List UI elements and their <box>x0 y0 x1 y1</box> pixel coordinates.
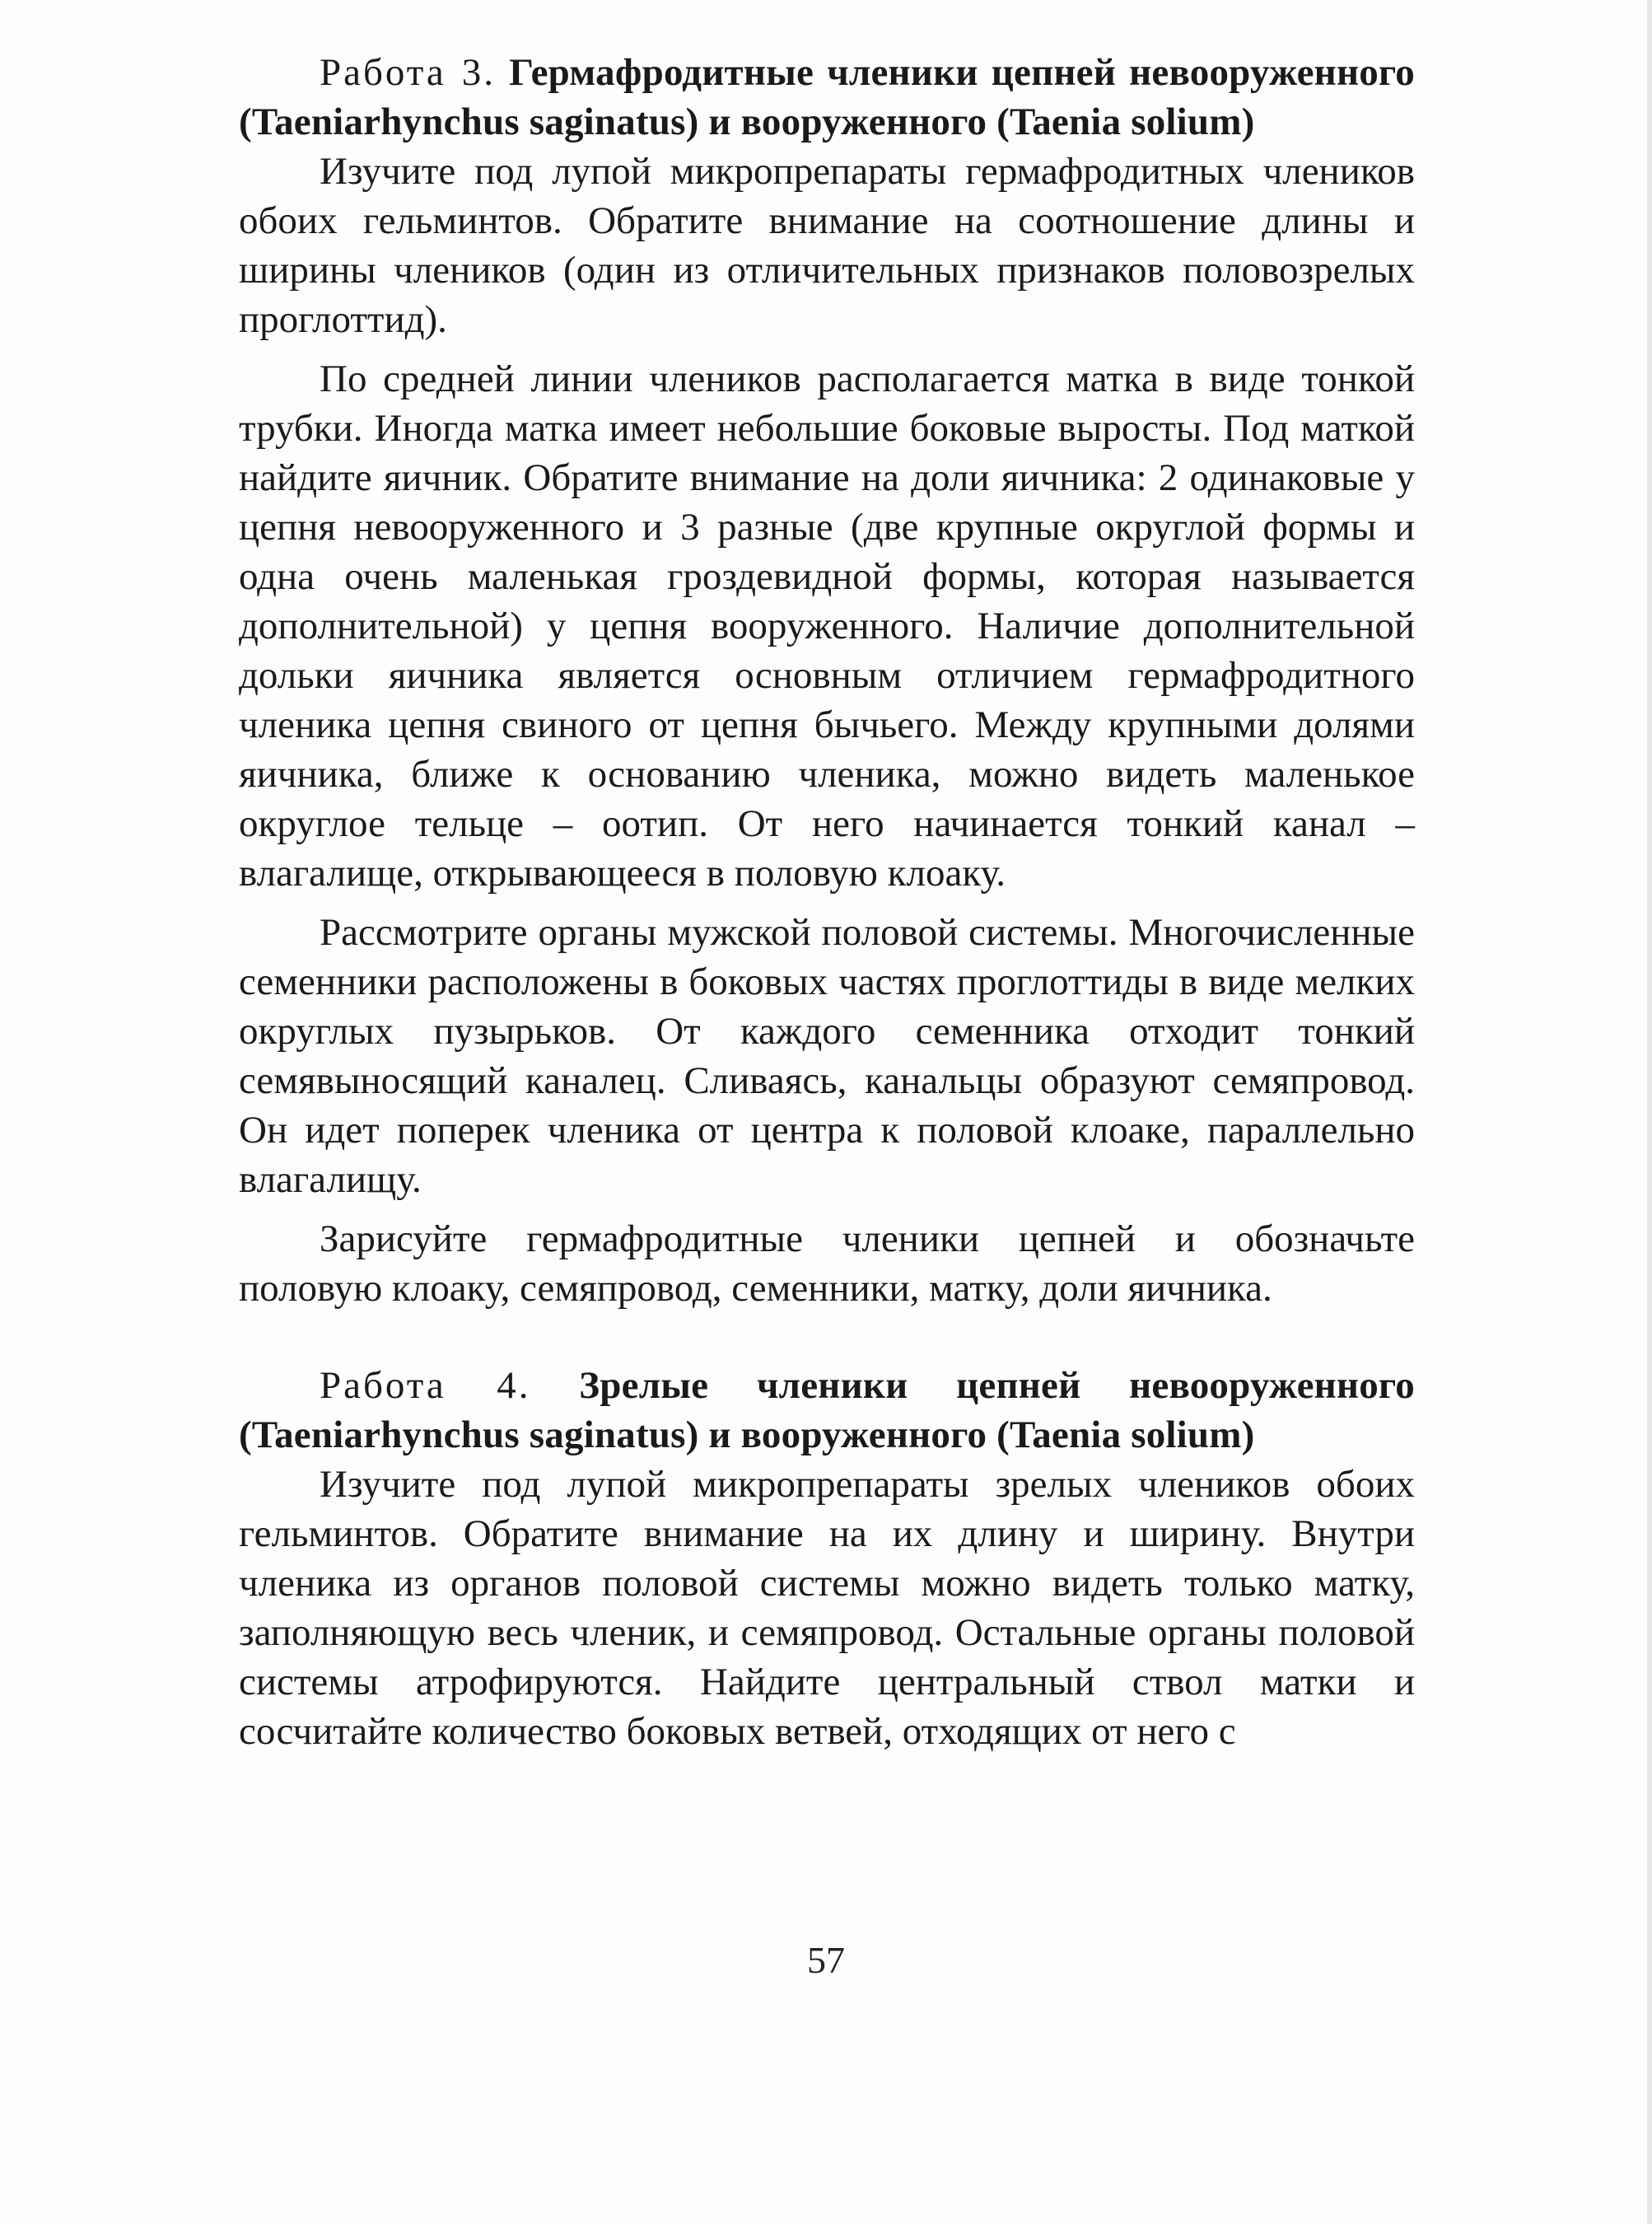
section-3-paragraph-3: Рассмотрите органы мужской половой системы. Многочисленные семенники расположены в боковых частях проглоттиды в виде мелких округлых пузырьков. От каждого семенника отходит тонкий семявыносящий каналец. Сливаясь, канальцы образуют семяпровод. Он идет поперек членика от центра к половой клоаке, параллельно влагалищу. <box>239 911 1415 1201</box>
section-4-paragraph-1: Изучите под лупой микропрепараты зрелых члеников обоих гельминтов. Обратите внимание на их длину и ширину. Внутри членика из органов половой системы можно видеть только матку, заполняющую весь членик, и семяпровод. Остальные органы половой системы атрофируются. Найдите центральный ствол матки и сосчитайте количество боковых ветвей, отходящих от него с <box>239 1463 1415 1753</box>
page-edge <box>1647 0 1652 2224</box>
section-4-title: Зрелые членики цепней невооруженного (Taeniarhynchus saginatus) и вооруженного (Taenia solium) <box>239 1364 1415 1456</box>
section-3-paragraph-4: Зарисуйте гермафродитные членики цепней и обозначьте половую клоаку, семяпровод, семенники, матку, доли яичника. <box>239 1217 1415 1310</box>
section-3-paragraph-2: По средней линии члеников располагается матка в виде тонкой трубки. Иногда матка имеет небольшие боковые выросты. Под маткой найдите яичник. Обратите внимание на доли яичника: 2 одинаковые у цепня невооруженного и 3 разные (две крупные округлой формы и одна очень маленькая гроздевидной формы, которая называется дополнительной) у цепня вооруженного. Наличие дополнительной дольки яичника является основным отличием гермафродитного членика цепня свиного от цепня бычьего. Между крупными долями яичника, ближе к основанию членика, можно видеть маленькое округлое тельце – оотип. От него начинается тонкий канал – влагалище, открывающееся в половую клоаку. <box>239 357 1415 895</box>
section-4-heading <box>239 1361 1415 1460</box>
section-3-title: Гермафродитные членики цепней невооруженного (Taeniarhynchus saginatus) и вооруженного (Taenia solium) <box>239 51 1415 143</box>
page-text <box>239 48 1415 1766</box>
section-3-paragraph-1: Изучите под лупой микропрепараты гермафродитных члеников обоих гельминтов. Обратите внимание на соотношение длины и ширины члеников (один из отличительных признаков половозрелых проглоттид). <box>239 150 1415 341</box>
section-3-heading <box>239 48 1415 147</box>
page-number: 57 <box>807 1939 845 1981</box>
section-3-label: Работа 3. <box>320 51 496 94</box>
section-4-label: Работа 4. <box>320 1364 531 1407</box>
section-divider-space <box>239 1323 1415 1361</box>
